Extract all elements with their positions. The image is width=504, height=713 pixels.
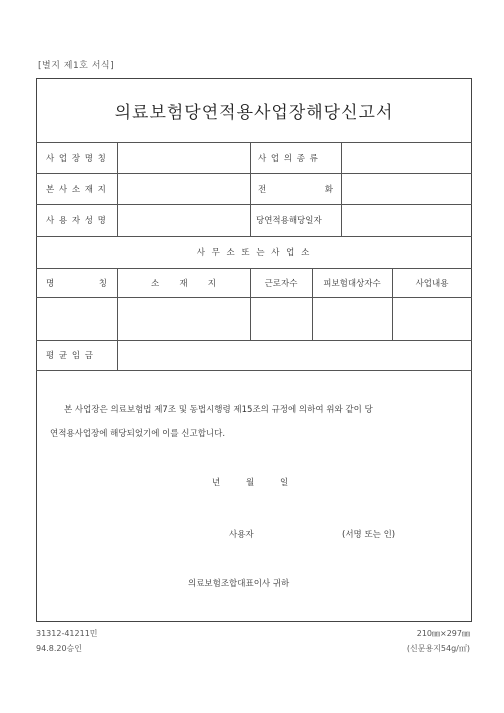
col-header-name-1: 명 xyxy=(46,278,55,289)
row-divider xyxy=(36,370,472,371)
field-office-name[interactable] xyxy=(36,297,117,340)
col-header-name-2: 칭 xyxy=(98,278,107,289)
col-header-location-2: 재 xyxy=(179,278,188,289)
field-employer-name[interactable] xyxy=(117,204,250,236)
field-business-type[interactable] xyxy=(341,142,472,173)
addressee: 의료보험조합대표이사 귀하 xyxy=(188,579,290,589)
form-number-label: [별지 제1호 서식] xyxy=(38,61,115,71)
statement-line-1: 본 사업장은 의료보험법 제7조 및 동법시행령 제15조의 규정에 의하여 위와 같이 당 xyxy=(64,405,373,415)
field-avg-wage[interactable] xyxy=(117,340,472,370)
field-office-insured[interactable] xyxy=(312,297,392,340)
label-business-type: 사 업 의 종 류 xyxy=(258,153,319,164)
col-header-workers: 근로자수 xyxy=(264,278,298,289)
form-title: 의료보험당연적용사업장해당신고서 xyxy=(114,103,394,123)
col-header-location-3: 지 xyxy=(207,278,216,289)
label-business-name: 사 업 장 명 칭 xyxy=(46,153,107,164)
col-header-location xyxy=(117,268,250,297)
label-phone-2: 화 xyxy=(324,184,333,195)
employer-sign-label: 사용자 xyxy=(229,530,254,540)
statement-line-2: 연적용사업장에 해당되었기에 이를 신고합니다. xyxy=(50,429,226,439)
col-header-location-1: 소 xyxy=(151,278,160,289)
label-employer-name: 사 용 자 성 명 xyxy=(46,216,107,226)
col-header-name xyxy=(36,268,117,297)
label-phone xyxy=(250,173,341,204)
col-header-insured: 피보험대상자수 xyxy=(323,278,381,289)
date-month: 월 xyxy=(246,478,255,488)
footer-size: 210㎜×297㎜ xyxy=(416,629,470,638)
field-hq-location[interactable] xyxy=(117,173,250,204)
label-hq-location: 본 사 소 재 지 xyxy=(46,184,107,195)
field-office-location[interactable] xyxy=(117,297,250,340)
field-office-workers[interactable] xyxy=(250,297,312,340)
footer-paper: (신문용지54g/㎡) xyxy=(406,644,470,653)
col-header-content: 사업내용 xyxy=(415,278,449,289)
sign-note: (서명 또는 인) xyxy=(342,530,396,540)
field-applicable-date[interactable] xyxy=(341,204,472,236)
office-section-header: 사 무 소 또 는 사 업 소 xyxy=(196,248,312,258)
date-day: 일 xyxy=(280,478,289,488)
field-business-name[interactable] xyxy=(117,142,250,173)
footer-code: 31312-41211민 xyxy=(36,629,98,638)
date-year: 년 xyxy=(212,478,221,488)
field-phone[interactable] xyxy=(341,173,472,204)
footer-approval: 94.8.20승인 xyxy=(36,644,82,653)
label-avg-wage: 평 균 임 금 xyxy=(46,351,94,361)
field-office-content[interactable] xyxy=(392,297,472,340)
label-applicable-date: 당연적용해당일자 xyxy=(256,216,322,226)
label-phone-1: 전 xyxy=(258,184,267,195)
